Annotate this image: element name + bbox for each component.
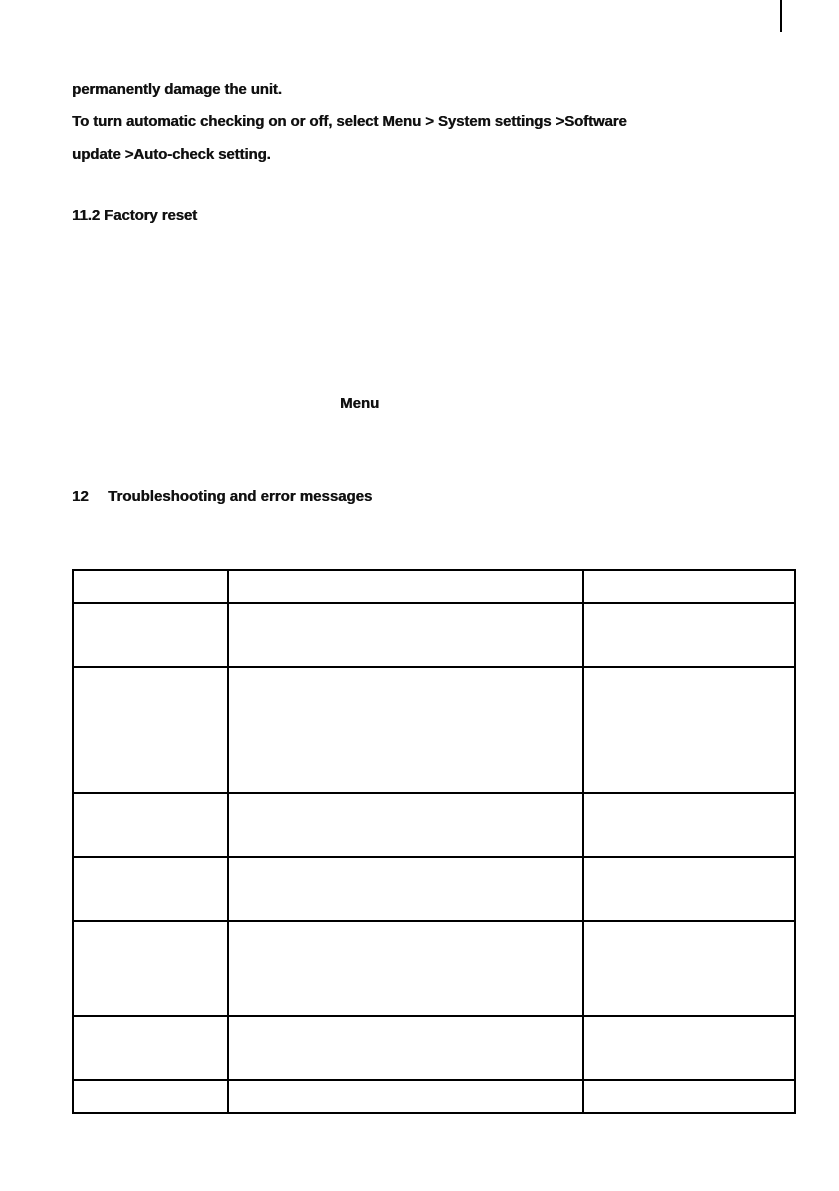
table-cell bbox=[228, 1080, 583, 1113]
table-cell bbox=[73, 667, 228, 793]
table-cell bbox=[583, 667, 795, 793]
menu-label: Menu bbox=[340, 395, 380, 412]
table-cell bbox=[73, 1016, 228, 1080]
table-cell bbox=[583, 793, 795, 857]
table-cell bbox=[228, 603, 583, 667]
table-cell bbox=[583, 857, 795, 921]
table-cell bbox=[228, 793, 583, 857]
table-cell bbox=[73, 857, 228, 921]
table-cell bbox=[73, 1080, 228, 1113]
troubleshooting-table bbox=[72, 569, 796, 1114]
table-cell bbox=[583, 1016, 795, 1080]
table-cell bbox=[583, 570, 795, 603]
table-cell bbox=[583, 603, 795, 667]
table-cell bbox=[73, 921, 228, 1016]
table-cell bbox=[228, 667, 583, 793]
table-row bbox=[73, 1080, 795, 1113]
page-edge-line bbox=[780, 0, 782, 32]
intro-line-1: permanently damage the unit. bbox=[72, 81, 282, 98]
table-cell bbox=[228, 570, 583, 603]
factory-reset-heading: 11.2 Factory reset bbox=[72, 207, 197, 224]
table-row bbox=[73, 570, 795, 603]
table-row bbox=[73, 1016, 795, 1080]
intro-line-2: To turn automatic checking on or off, select Menu > System settings >Software bbox=[72, 113, 627, 130]
table-cell bbox=[228, 857, 583, 921]
table-row bbox=[73, 603, 795, 667]
section-title: Troubleshooting and error messages bbox=[108, 488, 373, 505]
table-row bbox=[73, 857, 795, 921]
table-cell bbox=[73, 603, 228, 667]
table-row bbox=[73, 793, 795, 857]
table-cell bbox=[583, 1080, 795, 1113]
table-row bbox=[73, 667, 795, 793]
section-number: 12 bbox=[72, 488, 89, 505]
table-cell bbox=[228, 1016, 583, 1080]
intro-line-3: update >Auto-check setting. bbox=[72, 146, 271, 163]
table-cell bbox=[583, 921, 795, 1016]
troubleshooting-heading bbox=[72, 488, 372, 505]
table-cell bbox=[73, 793, 228, 857]
table-cell bbox=[228, 921, 583, 1016]
table-cell bbox=[73, 570, 228, 603]
table-row bbox=[73, 921, 795, 1016]
